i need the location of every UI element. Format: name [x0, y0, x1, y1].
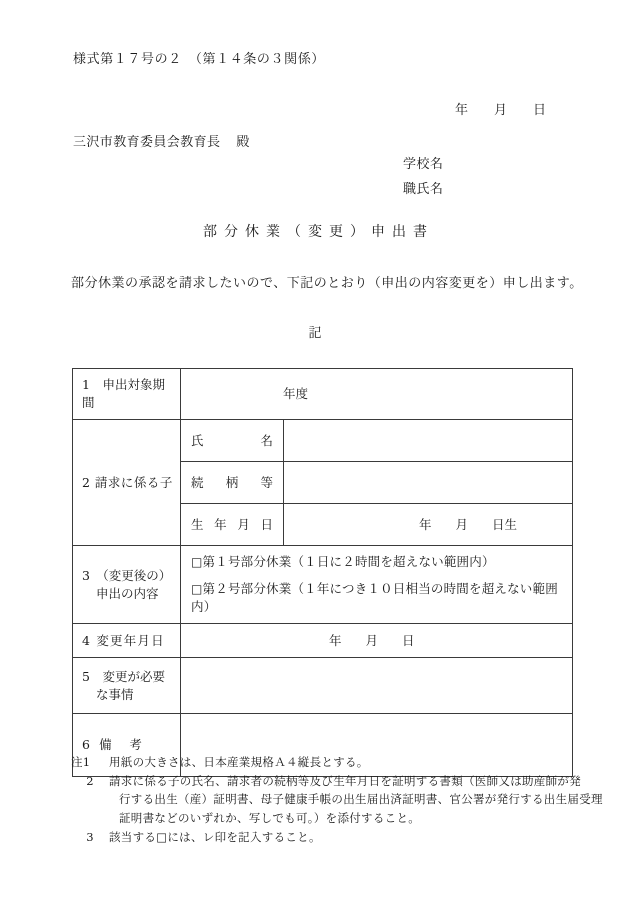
- change-date-value-cell[interactable]: [181, 624, 573, 658]
- child-label: 2 請求に係る子: [82, 474, 173, 490]
- child-birth-char3: 月: [237, 516, 250, 532]
- child-birth-month: 月: [455, 516, 469, 532]
- child-birth-day: 日生: [492, 516, 518, 532]
- child-name-label-cell: [181, 420, 284, 462]
- row-label-change-date: [73, 624, 181, 658]
- table-row-period: [73, 369, 573, 420]
- child-birth-char2: 年: [214, 516, 227, 532]
- note-2: [71, 772, 591, 791]
- form-number: 様式第１７号の２ （第１４条の３関係）: [73, 52, 325, 67]
- date-day-label: 日: [533, 103, 547, 118]
- change-date-year: 年: [329, 632, 342, 648]
- child-birth-char1: 生: [191, 516, 204, 532]
- option-row-2[interactable]: [181, 576, 572, 624]
- ki-mark: 記: [308, 326, 322, 341]
- child-relation-char2: 柄: [225, 474, 239, 490]
- child-name-value-cell[interactable]: [284, 420, 573, 462]
- change-date-day: 日: [402, 632, 415, 648]
- period-label-block: [73, 369, 180, 419]
- content-label-block: [73, 560, 180, 610]
- reason-label-block: [73, 661, 180, 711]
- child-birthdate-label-cell: [181, 504, 284, 546]
- row-label-period: [73, 369, 181, 420]
- addressee-line: [73, 131, 250, 150]
- child-relation-label-cell: [181, 462, 284, 504]
- submission-date-line: [455, 99, 546, 118]
- period-year-label: 年度: [283, 386, 309, 402]
- option-1-label: 第１号部分休業（１日に２時間を超えない範囲内）: [202, 554, 495, 570]
- child-name-value: [284, 435, 572, 447]
- period-label-line1: 1 申出対象期: [82, 377, 165, 392]
- note-1: [71, 753, 591, 772]
- table-row-reason: [73, 658, 573, 714]
- child-name-char1: 氏: [191, 432, 204, 448]
- period-label-line2: 間: [82, 395, 95, 411]
- child-birthdate-label: [181, 510, 283, 540]
- remarks-value: [181, 739, 572, 751]
- row-label-reason: [73, 658, 181, 714]
- child-relation-char3: 等: [260, 474, 273, 490]
- change-date-value: [181, 632, 572, 650]
- note-3-number: 3: [86, 829, 94, 844]
- content-label-line1: 3 （変更後の）: [82, 567, 172, 583]
- note-1-number: 注1: [71, 755, 91, 769]
- checkbox-option-1-icon[interactable]: □: [191, 555, 203, 570]
- content-label-line2: 申出の内容: [96, 585, 159, 601]
- addressee-name: 三沢市教育委員会教育長: [73, 135, 221, 150]
- note-3-text: 該当する□には、レ印を記入すること。: [109, 829, 321, 844]
- period-value-cell[interactable]: [181, 369, 573, 420]
- child-birth-year: 年: [419, 516, 432, 532]
- note-2-line1: 請求に係る子の氏名、請求者の続柄等及び生年月日を証明する書類（医師又は助産師が発: [109, 773, 581, 788]
- reason-value-cell[interactable]: [181, 658, 573, 714]
- lead-paragraph: 部分休業の承認を請求したいので、下記のとおり（申出の内容変更を）申し出ます。: [71, 276, 583, 291]
- date-year-label: 年: [455, 103, 469, 118]
- child-relation-label: [181, 468, 283, 498]
- date-month-label: 月: [494, 103, 508, 118]
- reason-value: [181, 680, 572, 692]
- reason-label-line2: な事情: [96, 686, 134, 702]
- table-row-change-date: [73, 624, 573, 658]
- note-3: [71, 828, 591, 847]
- note-2-number: 2: [86, 773, 94, 788]
- child-relation-value-cell[interactable]: [284, 462, 573, 504]
- position-name-label: 職氏名: [403, 182, 444, 197]
- notes-block: [71, 753, 603, 846]
- reason-label-line1: 5 変更が必要: [82, 668, 165, 684]
- child-relation-value: [284, 477, 572, 489]
- child-relation-char1: 続: [191, 474, 204, 490]
- child-birthdate-value: [284, 516, 572, 534]
- note-2-line3: 証明書などのいずれか、写しでも可。）を添付すること。: [119, 810, 421, 825]
- row-label-content: [73, 546, 181, 624]
- option-2-label: 第２号部分休業（１年につき１０日相当の時間を超えない範囲内）: [191, 580, 558, 615]
- note-2-line2: 行する出生（産）証明書、母子健康手帳の出生届出済証明書、官公署が発行する出生届受理: [119, 792, 603, 807]
- addressee-honorific: 殿: [236, 135, 250, 150]
- school-name-label: 学校名: [403, 157, 444, 172]
- content-options-cell: [181, 546, 573, 624]
- change-date-label: 4 変更年月日: [82, 632, 165, 648]
- application-table: [72, 368, 573, 777]
- remarks-label: 6 備 考: [82, 737, 145, 753]
- child-birth-char4: 日: [260, 516, 273, 532]
- child-birthdate-value-cell[interactable]: [284, 504, 573, 546]
- child-name-char2: 名: [260, 432, 273, 448]
- change-date-month: 月: [365, 632, 379, 648]
- table-row-content: [73, 546, 573, 624]
- option-row-1[interactable]: [181, 546, 572, 575]
- note-1-text: 用紙の大きさは、日本産業規格Ａ４縦長とする。: [109, 755, 369, 769]
- page-title: 部分休業（変更）申出書: [203, 224, 434, 240]
- checkbox-option-2-icon[interactable]: □: [191, 581, 203, 596]
- row-label-child: [73, 420, 181, 546]
- child-name-label: [181, 426, 283, 456]
- table-row-child-name: [73, 420, 573, 462]
